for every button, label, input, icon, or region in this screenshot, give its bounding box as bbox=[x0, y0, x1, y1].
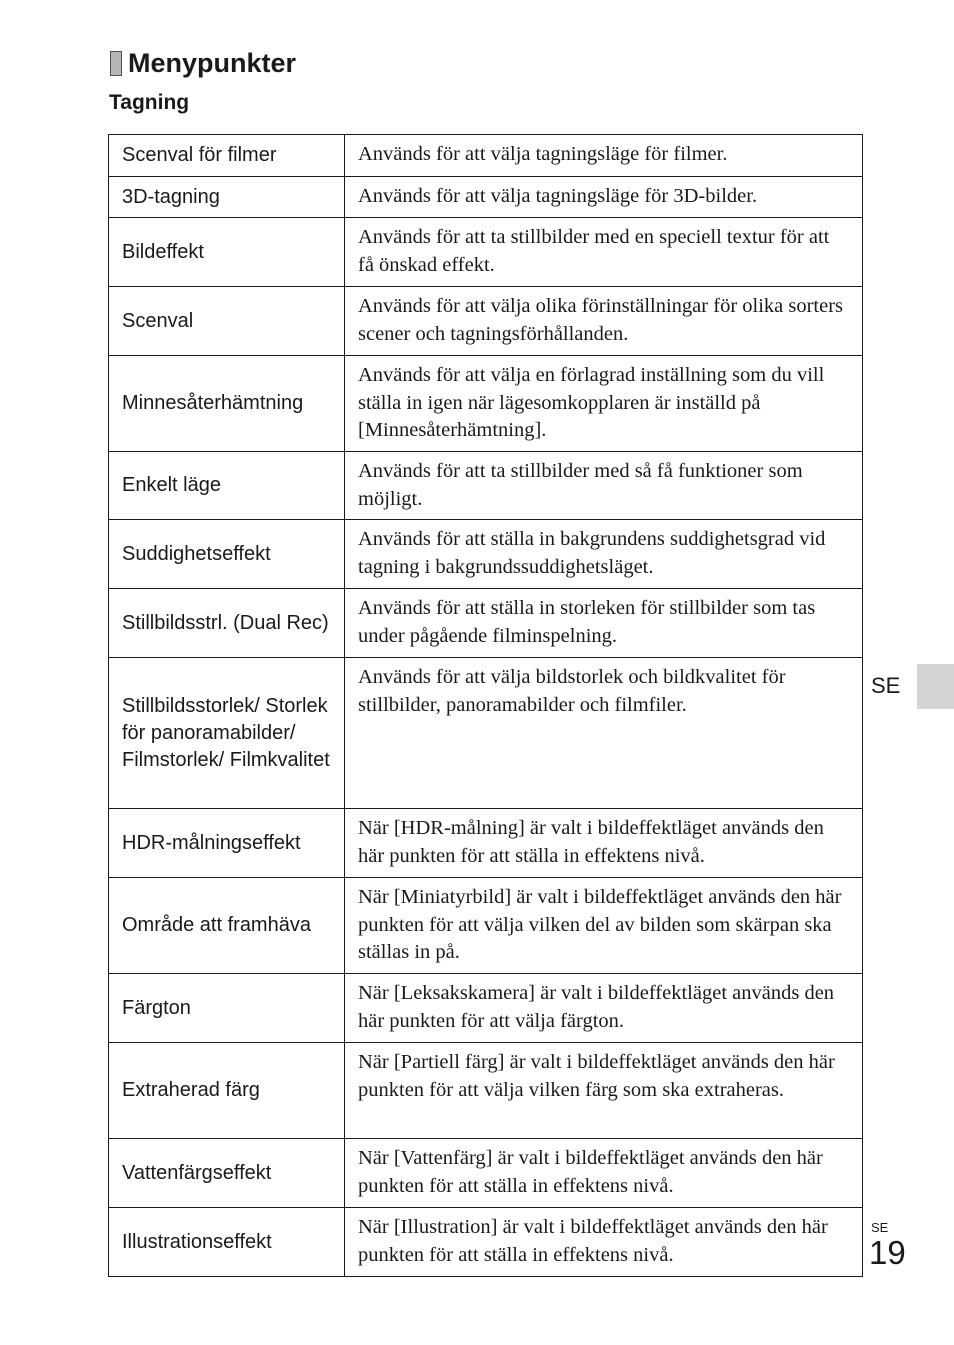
item-name: Illustrationseffekt bbox=[109, 1208, 345, 1277]
item-name: Färgton bbox=[109, 974, 345, 1043]
item-description: Används för att välja tagningsläge för 3D-bilder. bbox=[345, 177, 863, 218]
table-row bbox=[109, 218, 863, 287]
subsection-title: Tagning bbox=[109, 91, 190, 114]
item-description: Används för att ta stillbilder med en speciell textur för att få önskad effekt. bbox=[345, 218, 863, 287]
language-side-tab bbox=[917, 664, 954, 709]
item-description: Används för att välja bildstorlek och bildkvalitet för stillbilder, panoramabilder och filmfiler. bbox=[345, 658, 863, 809]
item-description: Används för att ställa in storleken för stillbilder som tas under pågående filminspelning. bbox=[345, 589, 863, 658]
table-row bbox=[109, 658, 863, 809]
item-name: Stillbildsstrl. (Dual Rec) bbox=[109, 589, 345, 658]
page-language-code: SE bbox=[871, 1220, 889, 1235]
item-name: Scenval bbox=[109, 287, 345, 356]
item-description: När [Miniatyrbild] är valt i bildeffektläget används den här punkten för att välja vilken del av bilden som skärpan ska ställas in på. bbox=[345, 878, 863, 974]
item-description: När [Leksakskamera] är valt i bildeffektläget används den här punkten för att välja färgton. bbox=[345, 974, 863, 1043]
heading-marker bbox=[110, 51, 122, 76]
language-tab-label: SE bbox=[871, 673, 901, 698]
table-row bbox=[109, 287, 863, 356]
page-title: Menypunkter bbox=[128, 48, 297, 78]
item-name: Vattenfärgseffekt bbox=[109, 1139, 345, 1208]
table-row bbox=[109, 974, 863, 1043]
item-description: Används för att välja tagningsläge för filmer. bbox=[345, 135, 863, 177]
item-name: Scenval för filmer bbox=[109, 135, 345, 177]
table-row bbox=[109, 1139, 863, 1208]
table-row bbox=[109, 1043, 863, 1139]
item-description: När [Partiell färg] är valt i bildeffektläget används den här punkten för att välja vilken färg som ska extraheras. bbox=[345, 1043, 863, 1139]
table-row bbox=[109, 356, 863, 452]
menu-items-table bbox=[108, 134, 863, 1277]
item-name: Enkelt läge bbox=[109, 452, 345, 520]
item-description: När [HDR-målning] är valt i bildeffektläget används den här punkten för att ställa in effektens nivå. bbox=[345, 809, 863, 878]
item-description: Används för att ta stillbilder med så få funktioner som möjligt. bbox=[345, 452, 863, 520]
page-number: 19 bbox=[869, 1234, 906, 1271]
item-name: HDR-målningseffekt bbox=[109, 809, 345, 878]
item-name: Område att framhäva bbox=[109, 878, 345, 974]
item-name: 3D-tagning bbox=[109, 177, 345, 218]
item-description: När [Illustration] är valt i bildeffektläget används den här punkten för att ställa in effektens nivå. bbox=[345, 1208, 863, 1277]
item-name: Extraherad färg bbox=[109, 1043, 345, 1139]
item-name: Minnesåterhämtning bbox=[109, 356, 345, 452]
item-description: Används för att ställa in bakgrundens suddighetsgrad vid tagning i bakgrundssuddighetsläget. bbox=[345, 520, 863, 589]
item-name: Suddighetseffekt bbox=[109, 520, 345, 589]
table-row bbox=[109, 589, 863, 658]
item-description: Används för att välja en förlagrad inställning som du vill ställa in igen när lägesomkopplaren är inställd på [Minnesåterhämtning]. bbox=[345, 356, 863, 452]
table-row bbox=[109, 135, 863, 177]
item-name: Stillbildsstorlek/ Storlek för panoramabilder/ Filmstorlek/ Filmkvalitet bbox=[109, 658, 345, 809]
item-name: Bildeffekt bbox=[109, 218, 345, 287]
table-row bbox=[109, 1208, 863, 1277]
table-row bbox=[109, 177, 863, 218]
table-row bbox=[109, 520, 863, 589]
table-row bbox=[109, 878, 863, 974]
table-row bbox=[109, 809, 863, 878]
table-row bbox=[109, 452, 863, 520]
item-description: Används för att välja olika förinställningar för olika sorters scener och tagningsförhållanden. bbox=[345, 287, 863, 356]
item-description: När [Vattenfärg] är valt i bildeffektläget används den här punkten för att ställa in effektens nivå. bbox=[345, 1139, 863, 1208]
section-heading bbox=[110, 48, 296, 79]
